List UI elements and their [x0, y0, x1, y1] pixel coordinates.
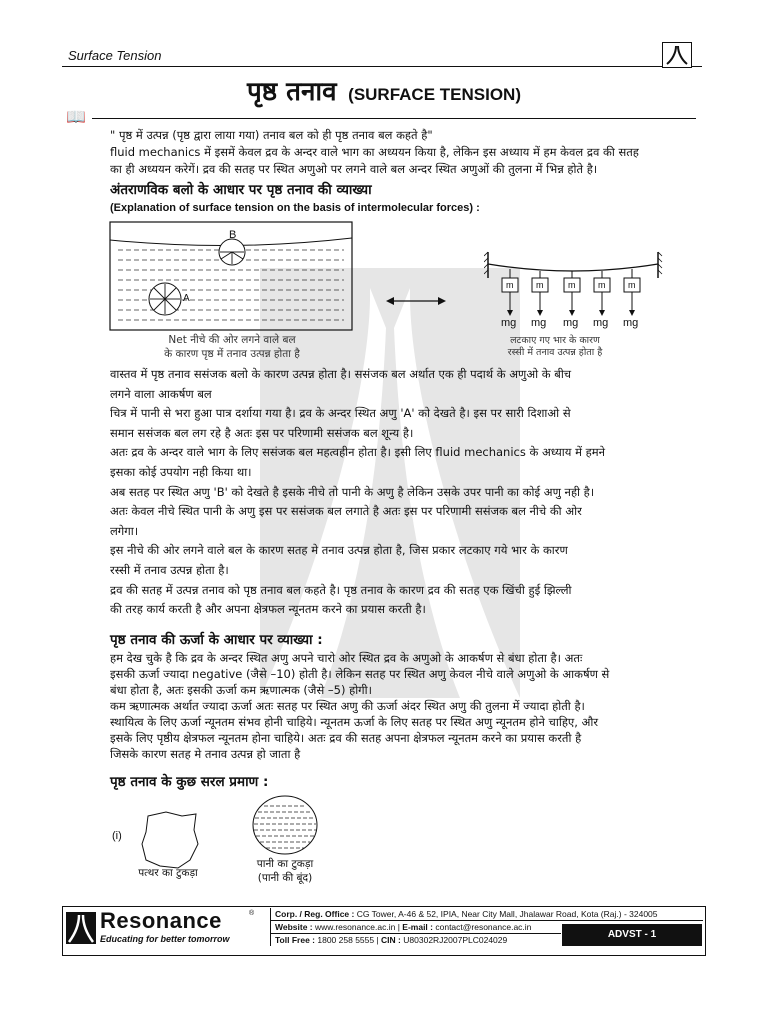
double-arrow-icon	[386, 294, 446, 308]
weight-label-2: mg	[531, 317, 547, 329]
tollfree-row: Toll Free : 1800 258 5555 | CIN : U80302RJ2007PLC024029	[275, 935, 508, 945]
paragraph-line: जिसके कारण सतह मे तनाव उत्पन्न हो जाता है	[110, 747, 301, 761]
paragraph-line: अतः द्रव के अन्दर वाले भाग के लिए ससंजक बल महत्वहीन होता है। इसी लिए fluid mechanics के अध्याय में हमने	[110, 445, 605, 460]
title-rule	[92, 118, 696, 119]
section1-heading: अंतराणविक बलो के आधार पर पृष्ठ तनाव की व्याख्या	[110, 182, 372, 198]
paragraph-line: रस्सी में तनाव उत्पन्न होता है।	[110, 562, 229, 577]
resonance-mini-logo-icon	[662, 42, 692, 68]
mass-label-3: m	[568, 280, 576, 290]
paragraph-line: अतः केवल नीचे स्थित पानी के अणु इस पर ससंजक बल लगाते है अतः इस पर परिणामी ससंजक बल नीचे की ओर	[110, 504, 582, 519]
section2-text	[110, 650, 710, 762]
paragraph-line: लगने वाला आकर्षण बल	[110, 386, 212, 401]
paragraph-line: अब सतह पर स्थित अणु 'B' को देखते है इसके नीचे तो पानी के अणु है लेकिन उसके उपर पानी का कोई अणु नही है।	[110, 484, 595, 499]
weight-label-4: mg	[593, 317, 609, 329]
mass-label-4: m	[598, 280, 606, 290]
molecule-a-label: A	[183, 293, 190, 304]
contact-row: Website : www.resonance.ac.in | E-mail : contact@resonance.ac.in	[271, 921, 561, 934]
stone-caption: पत्थर का टुकड़ा	[138, 867, 198, 879]
resonance-logo-icon	[66, 912, 96, 944]
water-drop-diagram	[250, 794, 320, 856]
paragraph-line: बंधा होता है, अतः इसकी ऊर्जा कम ऋणात्मक (जैसे –5) होगी।	[110, 683, 372, 697]
brand-tagline: Educating for better tomorrow	[100, 934, 230, 944]
section1-subheading: (Explanation of surface tension on the basis of intermolecular forces) :	[110, 202, 480, 214]
footer-brand	[66, 910, 264, 950]
website-link[interactable]: www.resonance.ac.in	[315, 922, 396, 932]
paragraph-line: इस नीचे की ओर लगने वाले बल के कारण सतह मे तनाव उत्पन्न होता है, जिस प्रकार लटकाए गये भार के कारण	[110, 543, 568, 558]
section3-heading: पृष्ठ तनाव के कुछ सरल प्रमाण :	[110, 774, 269, 790]
email-link[interactable]: contact@resonance.ac.in	[435, 922, 532, 932]
paragraph-line: इसका कोई उपयोग नही किया था।	[110, 464, 252, 479]
paragraph-line: इसकी ऊर्जा ज्यादा negative (जैसे –10) होती है। लेकिन सतह पर स्थित अणु केवल नीचे वाले अणुओ के आकर्षण से	[110, 667, 610, 681]
office-row: Corp. / Reg. Office : CG Tower, A-46 & 52, IPIA, Near City Mall, Jhalawar Road, Kota (Raj.) - 324005	[271, 908, 703, 921]
water-drop-caption: पानी का टुकड़ा (पानी की बूंद)	[256, 858, 314, 884]
brand-name: Resonance	[100, 908, 222, 933]
title-hindi: पृष्ठ तनाव	[247, 77, 337, 107]
paragraph-line: द्रव की सतह में उत्पन्न तनाव को पृष्ठ तनाव बल कहते है। पृष्ठ तनाव के कारण द्रव की सतह एक खिंची हुई झिल्ली	[110, 582, 572, 597]
page-code: ADVST - 1	[562, 924, 702, 946]
section-label: Surface Tension	[68, 48, 162, 63]
intro-quote: " पृष्ठ में उत्पन्न (पृष्ठ द्वारा लाया गया) तनाव बल को ही पृष्ठ तनाव बल कहते है"	[110, 128, 433, 142]
paragraph-line: स्थायित्व के लिए ऊर्जा न्यूनतम संभव होनी चाहिये। न्यूनतम ऊर्जा के लिए सतह पर स्थित अणु न्यूनतम होने चाहिए, और	[110, 715, 599, 729]
open-book-icon: 📖	[66, 107, 86, 126]
paragraph-line: हम देख चुके है कि द्रव के अन्दर स्थित अणु अपने चारो ओर स्थित द्रव के अणुओ के आकर्षण से बंधा होता है। अतः	[110, 651, 583, 665]
item-label: (i)	[112, 830, 122, 842]
section2-heading: पृष्ठ तनाव की ऊर्जा के आधार पर व्याख्या :	[110, 632, 323, 648]
paragraph-line: कम ऋणात्मक अर्थात ज्यादा ऊर्जा अतः सतह पर स्थित अणु की ऊर्जा अंदर स्थित अणु की तुलना में ज्यादा होती है।	[110, 699, 585, 713]
paragraph-line: की तरह कार्य करती है और अपना क्षेत्रफल न्यूनतम करने का प्रयास करती है।	[110, 602, 426, 617]
molecule-b-label: B	[229, 229, 237, 241]
stone-piece-diagram	[138, 810, 202, 872]
paragraph-line: लगेगा।	[110, 523, 139, 538]
mass-label-5: m	[628, 280, 636, 290]
paragraph-line: समान ससंजक बल लग रहे है अतः इस पर परिणामी ससंजक बल शून्य है।	[110, 425, 414, 440]
mass-label-2: m	[536, 280, 544, 290]
paragraph-line: चित्र में पानी से भरा हुआ पात्र दर्शाया गया है। द्रव के अन्दर स्थित अणु 'A' को देखते है। इस पर सारी दिशाओ से	[110, 406, 571, 421]
figure1-caption-right: लटकाए गए भार के कारण रस्सी में तनाव उत्पन्न होता है	[507, 335, 603, 358]
weight-label-1: mg	[501, 317, 517, 329]
page-title	[0, 72, 768, 108]
weight-label-5: mg	[623, 317, 639, 329]
registered-mark: ®	[249, 910, 255, 917]
weight-label-3: mg	[563, 317, 579, 329]
intro-line-3: का ही अध्ययन करेगें। द्रव की सतह पर स्थित अणुओ पर लगने वाले बल अन्दर स्थित अणुओं की तुलना में भिन्न होते है।	[110, 162, 598, 176]
paragraph-line: इसके लिए पृष्ठीय क्षेत्रफल न्यूनतम होना चाहिये। अतः द्रव की सतह अपना क्षेत्रफल न्यूनतम करने का प्रयास करती है	[110, 731, 582, 745]
title-english: (SURFACE TENSION)	[348, 85, 521, 104]
intro-line-2: fluid mechanics में इसमें केवल द्रव के अन्दर वाले भाग का अध्ययन किया है, लेकिन इस अध्याय में हम केवल द्रव की सतह	[110, 145, 639, 159]
mass-label-1: m	[506, 280, 514, 290]
figure1-caption-left: Net नीचे की ओर लगने वाले बल के कारण पृष्ठ में तनाव उत्पन्न होता है	[164, 334, 300, 360]
header-rule	[62, 66, 702, 67]
body-paragraphs	[110, 365, 710, 620]
paragraph-line: वास्तव में पृष्ठ तनाव ससंजक बलो के कारण उत्पन्न होता है। ससंजक बल अर्थात एक ही पदार्थ के अणुओ के बीच	[110, 367, 572, 381]
